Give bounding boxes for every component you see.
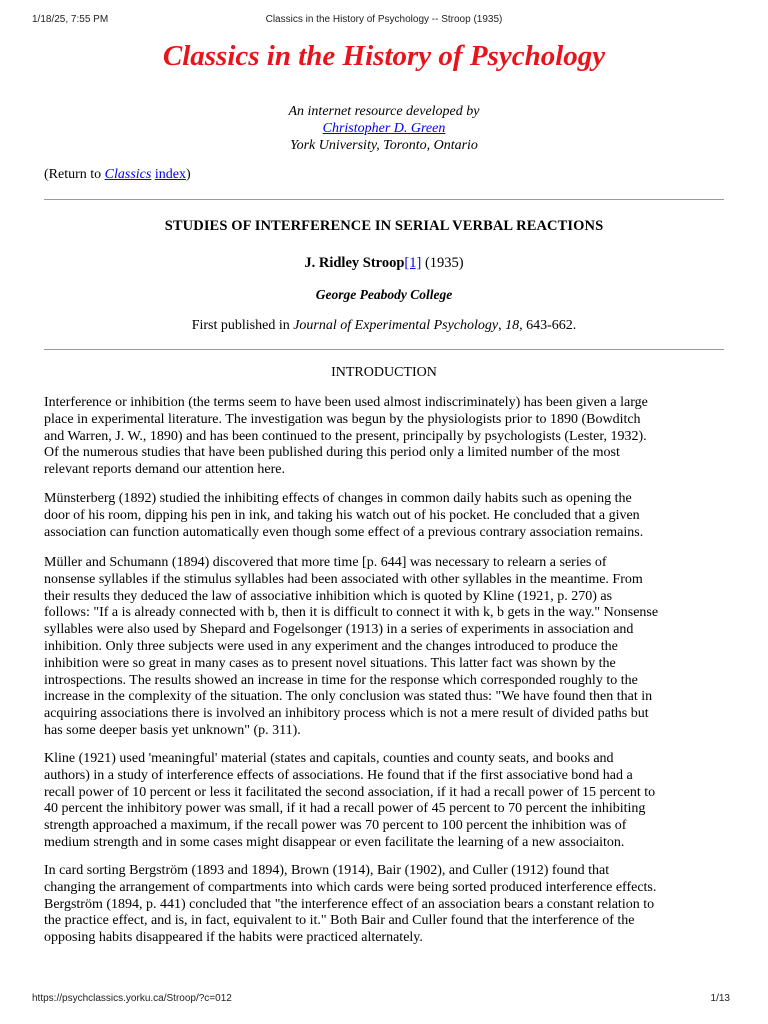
journal-pages: , 643-662. (519, 318, 577, 333)
text-line: In card sorting Bergström (1893 and 1894), Brown (1914), Bair (1902), and Culler (1912) found that (44, 863, 610, 878)
paragraph (44, 491, 724, 541)
site-title: Classics in the History of Psychology (162, 40, 606, 72)
author-name: J. Ridley Stroop (304, 255, 405, 271)
return-prefix: (Return to (44, 167, 105, 182)
affiliation: York University, Toronto, Ontario (290, 138, 478, 153)
text-line: inhibition. Only three subjects were used in any experiment and the changes introduced to produce the (44, 638, 618, 654)
text-line: strength approached a maximum, if the recall power was 70 percent to 100 percent the inhibition was of (44, 818, 627, 834)
institution: George Peabody College (315, 287, 453, 302)
text-line: recall power of 10 percent or less it facilitated the second association, if it had a recall power of 15 percent to (44, 784, 656, 800)
print-page-title: Classics in the History of Psychology -- Stroop (1935) (265, 14, 503, 25)
text-line: the practice effect, and is, in fact, equivalent to it." Both Bair and Culler found that the interference of the (44, 913, 635, 929)
return-nav (44, 167, 191, 183)
divider (44, 349, 724, 350)
text-line: Bergström (1894, p. 441) concluded that "the interference effect of an association bears a constant relation to (44, 896, 655, 912)
text-line: acquiring associations there is involved an inhibitory process which is not a mere result of divided paths but (44, 706, 649, 722)
text-line: syllables were also used by Shepard and Fogelsonger (1913) in a series of experiments in association and (44, 622, 634, 638)
site-byline (44, 103, 724, 154)
journal-volume: 18 (505, 318, 520, 333)
text-line: authors) in a study of interference effects of associations. He found that if the first associative bond had a (44, 767, 633, 783)
index-link[interactable]: index (154, 167, 186, 182)
paragraph (44, 555, 724, 740)
print-url: https://psychclassics.yorku.ca/Stroop/?c=012 (32, 993, 232, 1004)
footnote-link[interactable]: [1] (404, 255, 422, 271)
text-line: place in experimental literature. The investigation was begun by the physiologists prior to 1890 (Bowditch (44, 411, 641, 427)
text-line: their results they deduced the law of associative inhibition which is quoted by Kline (1921, p. 270) as (44, 588, 613, 604)
text-line: Müller and Schumann (1894) discovered that more time [p. 644] was necessary to relearn a series of (44, 555, 607, 570)
text-line: Münsterberg (1892) studied the inhibiting effects of changes in common daily habits such as opening the (44, 491, 632, 506)
paragraph (44, 863, 724, 947)
text-line: Interference or inhibition (the terms seem to have been used almost indiscriminately) has been given a large (44, 395, 648, 410)
text-line: increase in the complexity of the situation. The only conclusion was stated thus: "We have found then that in (44, 689, 653, 705)
article-author-line (44, 255, 724, 272)
print-header (32, 14, 736, 28)
paragraph (44, 751, 724, 852)
text-line: Kline (1921) used 'meaningful' material (states and capitals, counties and county seats, and books and (44, 751, 614, 766)
text-line: relevant reports demand our attention here. (44, 462, 286, 478)
text-line: inhibition were so great in many cases as to present novel situations. This latter fact was shown by the (44, 655, 616, 671)
text-line: changing the arrangement of compartments into which cards were being sorted produced interference effects. (44, 879, 657, 895)
text-line: door of his room, dipping his pen in ink, and taking his watch out of his pocket. He concluded that a given (44, 507, 640, 523)
paragraph (44, 395, 724, 479)
text-line: nonsense syllables if the stimulus syllables had been associated with other syllables in the meantime. From (44, 571, 643, 587)
pub-prefix: First published in (191, 318, 294, 333)
text-line: introspections. The results showed an increase in time for the response which corresponded roughly to the (44, 672, 638, 688)
resource-line: An internet resource developed by (288, 104, 480, 119)
text-line: medium strength and in some cases might disappear or even facilitate the learning of a new associaiton. (44, 834, 625, 850)
article-year: (1935) (424, 255, 464, 271)
text-line: opposing habits disappeared if the habits were practiced alternately. (44, 930, 423, 946)
journal-name: Journal of Experimental Psychology (293, 318, 499, 333)
article-title: STUDIES OF INTERFERENCE IN SERIAL VERBAL REACTIONS (164, 218, 604, 234)
text-line: follows: "If a is already connected with b, then it is difficult to connect it with k, b gets in the way." Nonsense (44, 605, 659, 621)
text-line: Of the numerous studies that have been published during this period only a limited number of the most (44, 445, 620, 461)
developer-link[interactable]: Christopher D. Green (322, 121, 446, 136)
return-suffix: ) (185, 167, 191, 182)
classics-link[interactable]: Classics (104, 167, 152, 182)
text-line: and Warren, J. W., 1890) and has been continued to the present, principally by psychologists (Lester, 1932). (44, 428, 647, 444)
divider (44, 199, 724, 200)
publication-info: First published in Journal of Experimental Psychology, 18, 643-662. (191, 318, 577, 333)
text-line: association can function automatically even though some effect of a previous contrary association remains. (44, 524, 644, 540)
print-datetime: 1/18/25, 7:55 PM (32, 14, 109, 25)
text-line: 40 percent the inhibitory power was small, if it had a recall power of 45 percent to 70 percent the inhibiting (44, 801, 646, 817)
text-line: has some deeper basis yet unknown" (p. 311). (44, 722, 301, 738)
print-footer (32, 993, 736, 1007)
print-page-count: 1/13 (710, 993, 730, 1004)
section-heading: INTRODUCTION (331, 365, 437, 380)
